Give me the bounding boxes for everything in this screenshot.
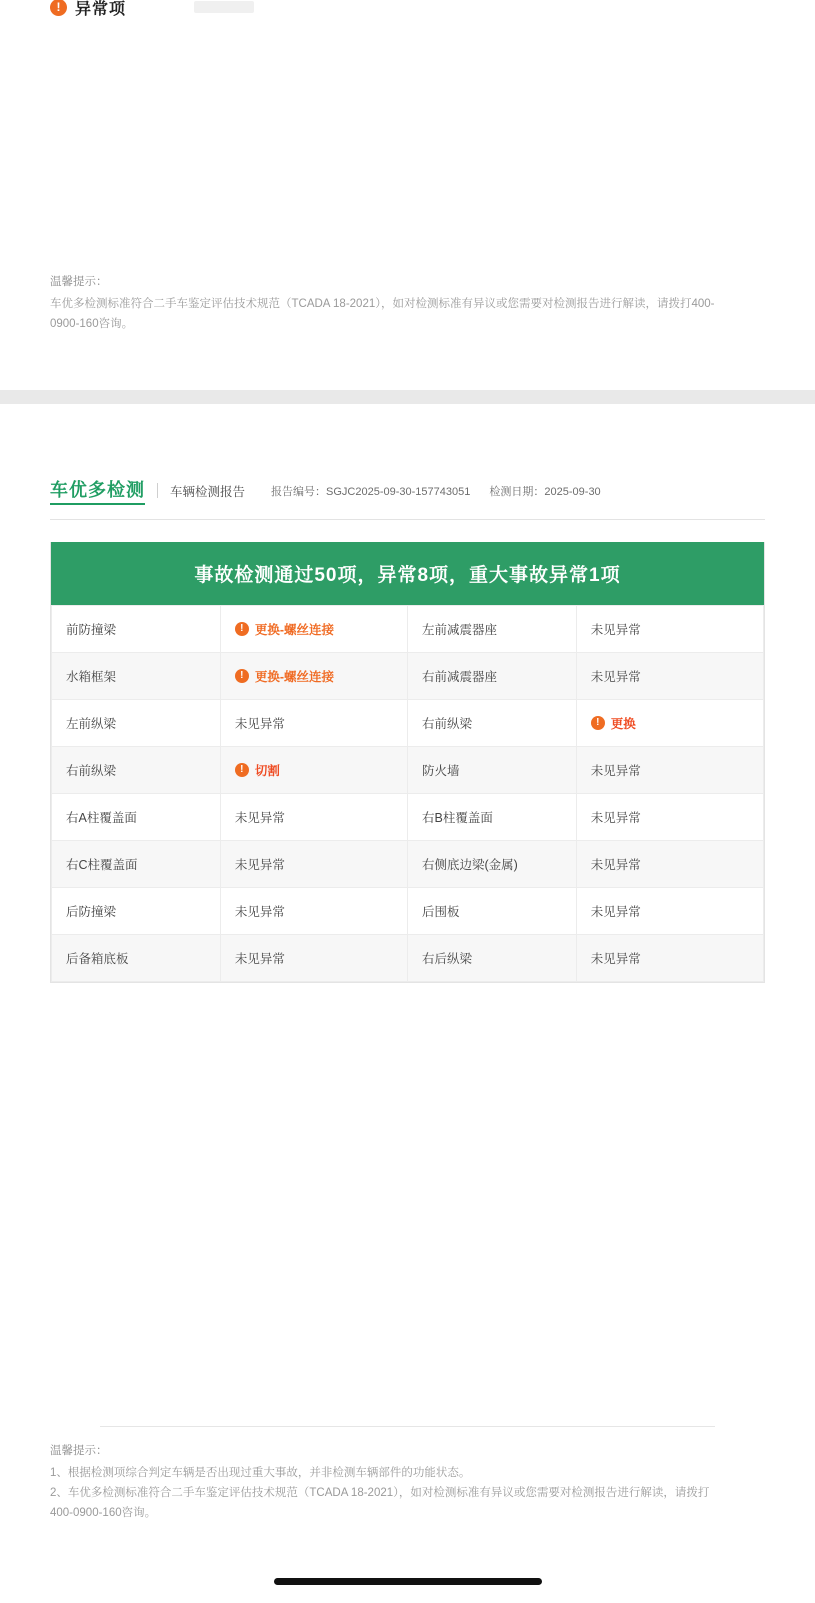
report-number-value: SGJC2025-09-30-157743051 <box>326 485 471 498</box>
top-tips-line-2: 0900-160咨询。 <box>50 318 134 331</box>
table-row <box>52 794 764 841</box>
row-value-right <box>576 700 763 747</box>
row-label-right: 后围板 <box>407 888 576 935</box>
report-number-label: 报告编号： <box>271 485 327 498</box>
report-subtitle: 车辆检测报告 <box>170 484 246 499</box>
page-separator <box>0 390 815 404</box>
home-indicator[interactable] <box>274 1578 542 1585</box>
placeholder-chip <box>194 1 254 13</box>
table-row <box>52 888 764 935</box>
value-text: 未见异常 <box>590 905 641 919</box>
row-value-left <box>220 888 407 935</box>
row-label-right: 左前减震器座 <box>407 606 576 653</box>
table-row <box>52 653 764 700</box>
exclamation-icon: ! <box>50 0 67 16</box>
table-row <box>52 747 764 794</box>
row-value-left <box>220 700 407 747</box>
accident-detection-report-page <box>0 404 815 1603</box>
report-meta <box>271 483 617 499</box>
accident-detection-table <box>50 542 765 983</box>
row-label-right: 右B柱覆盖面 <box>407 794 576 841</box>
row-label-left: 水箱框架 <box>52 653 221 700</box>
brand-logo: 车优多检测 <box>50 476 145 505</box>
report-date-label: 检测日期： <box>489 485 545 498</box>
bottom-tips-line-3: 400-0900-160咨询。 <box>50 1506 157 1519</box>
row-label-right: 右侧底边梁(金属) <box>407 841 576 888</box>
report-date <box>489 486 600 498</box>
value-text: 未见异常 <box>234 717 285 731</box>
value-text: 未见异常 <box>234 952 285 966</box>
value-text: 更换 <box>610 717 636 731</box>
row-value-left <box>220 747 407 794</box>
bottom-tips-block <box>0 1426 815 1524</box>
row-value-left <box>220 794 407 841</box>
report-date-value: 2025-09-30 <box>544 485 601 498</box>
value-text: 切割 <box>254 764 280 778</box>
value-text: 未见异常 <box>590 811 641 825</box>
report-header <box>0 404 815 505</box>
top-tips-title: 温馨提示： <box>50 276 108 288</box>
row-value-right <box>576 606 763 653</box>
row-label-right: 防火墙 <box>407 747 576 794</box>
row-label-left: 后备箱底板 <box>52 935 221 982</box>
row-label-right: 右后纵梁 <box>407 935 576 982</box>
row-value-left <box>220 606 407 653</box>
bottom-tips-line-2: 2、车优多检测标准符合二手车鉴定评估技术规范（TCADA 18-2021），如对检测标准有异议或您需要对检测报告进行解读，请拨打 <box>50 1486 710 1499</box>
row-label-left: 后防撞梁 <box>52 888 221 935</box>
header-divider <box>157 483 158 498</box>
row-value-left <box>220 653 407 700</box>
value-text: 未见异常 <box>590 858 641 872</box>
table-row <box>52 700 764 747</box>
exclamation-icon: ! <box>235 763 249 777</box>
header-rule <box>50 519 765 520</box>
table-row <box>52 606 764 653</box>
value-text: 更换-螺丝连接 <box>254 670 334 684</box>
table-row <box>52 841 764 888</box>
table-row <box>52 935 764 982</box>
exclamation-icon: ! <box>235 622 249 636</box>
row-value-right <box>576 747 763 794</box>
row-label-left: 右C柱覆盖面 <box>52 841 221 888</box>
row-value-left <box>220 935 407 982</box>
bottom-tips-rule <box>100 1426 715 1427</box>
bottom-tips-title: 温馨提示： <box>50 1444 108 1457</box>
row-label-left: 右前纵梁 <box>52 747 221 794</box>
row-label-right: 右前减震器座 <box>407 653 576 700</box>
bottom-tips-line-1: 1、根据检测项综合判定车辆是否出现过重大事故，并非检测车辆部件的功能状态。 <box>50 1466 471 1479</box>
value-text: 未见异常 <box>234 811 285 825</box>
value-text: 更换-螺丝连接 <box>254 623 334 637</box>
value-text: 未见异常 <box>590 764 641 778</box>
exclamation-icon: ! <box>235 669 249 683</box>
value-text: 未见异常 <box>234 905 285 919</box>
previous-report-page <box>0 0 815 390</box>
abnormal-section-header <box>0 0 815 18</box>
row-value-left <box>220 841 407 888</box>
exclamation-icon: ! <box>591 716 605 730</box>
row-value-right <box>576 653 763 700</box>
row-value-right <box>576 935 763 982</box>
abnormal-label: 异常项 <box>75 0 127 18</box>
table-title: 事故检测通过50项，异常8项，重大事故异常1项 <box>51 542 764 605</box>
row-label-right: 右前纵梁 <box>407 700 576 747</box>
report-number <box>271 486 470 498</box>
row-value-right <box>576 841 763 888</box>
top-tips-line-1: 车优多检测标准符合二手车鉴定评估技术规范（TCADA 18-2021），如对检测标准有异议或您需要对检测报告进行解读，请拨打400- <box>50 298 715 311</box>
value-text: 未见异常 <box>590 952 641 966</box>
value-text: 未见异常 <box>590 670 641 684</box>
row-label-left: 右A柱覆盖面 <box>52 794 221 841</box>
value-text: 未见异常 <box>590 623 641 637</box>
row-label-left: 左前纵梁 <box>52 700 221 747</box>
row-value-right <box>576 794 763 841</box>
top-tips-block <box>0 272 815 334</box>
row-label-left: 前防撞梁 <box>52 606 221 653</box>
value-text: 未见异常 <box>234 858 285 872</box>
detection-results-table <box>51 605 764 982</box>
row-value-right <box>576 888 763 935</box>
